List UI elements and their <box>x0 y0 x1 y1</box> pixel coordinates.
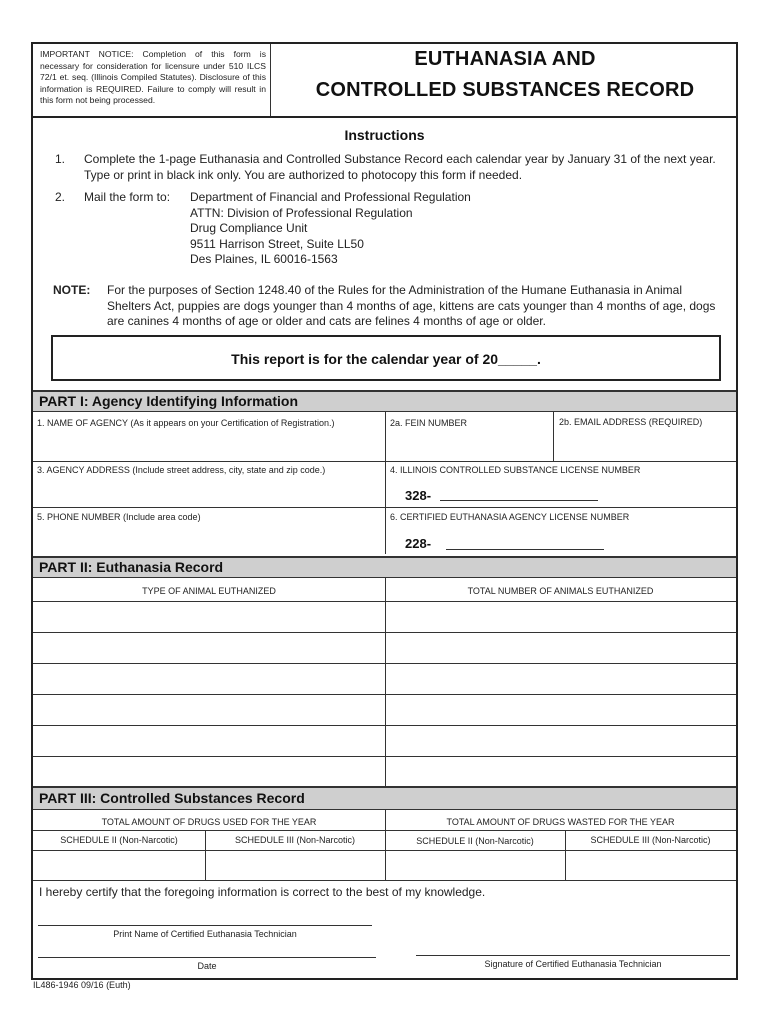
technician-name-field[interactable] <box>38 906 372 926</box>
schedule-3-wasted-field[interactable] <box>566 851 735 879</box>
instructions-heading: Instructions <box>344 127 425 143</box>
drugs-used-header: TOTAL AMOUNT OF DRUGS USED FOR THE YEAR <box>101 817 317 827</box>
instruction-2-label: Mail the form to: <box>84 190 171 204</box>
date-label: Date <box>197 961 217 971</box>
address-line: Department of Financial and Professional Regulation <box>190 190 471 204</box>
fein-number-label: 2a. FEIN NUMBER <box>390 418 468 428</box>
form-id: IL486-1946 09/16 (Euth) <box>33 980 131 990</box>
controlled-substance-license-field[interactable] <box>440 487 598 501</box>
controlled-substance-license-label: 4. ILLINOIS CONTROLLED SUBSTANCE LICENSE NUMBER <box>390 465 641 475</box>
address-line: Drug Compliance Unit <box>190 221 308 235</box>
agency-name-label: 1. NAME OF AGENCY (As it appears on your Certification of Registration.) <box>37 418 335 428</box>
agency-name-field[interactable] <box>34 430 384 460</box>
phone-number-field[interactable] <box>34 524 384 553</box>
note-label: NOTE: <box>53 283 91 297</box>
agency-address-field[interactable] <box>34 477 384 506</box>
signature-label: Signature of Certified Euthanasia Technician <box>484 959 662 969</box>
email-address-field[interactable] <box>555 430 735 460</box>
schedule-3-used-label: SCHEDULE III (Non-Narcotic) <box>234 835 356 845</box>
schedule-3-used-field[interactable] <box>206 851 384 879</box>
animal-type-column-header: TYPE OF ANIMAL EUTHANIZED <box>142 586 276 596</box>
animal-count-cell[interactable] <box>386 602 735 631</box>
part1-col-divider-2 <box>553 412 554 461</box>
schedule-2-used-field[interactable] <box>34 851 204 879</box>
signature-field[interactable] <box>416 936 730 956</box>
form-title-line1: EUTHANASIA AND <box>414 48 596 70</box>
header-divider <box>270 44 271 116</box>
header-bottom-rule <box>33 116 736 118</box>
animal-count-cell[interactable] <box>386 664 735 693</box>
mailing-address <box>190 190 471 268</box>
drugs-wasted-header: TOTAL AMOUNT OF DRUGS WASTED FOR THE YEAR <box>446 817 675 827</box>
animal-type-cell[interactable] <box>34 633 384 662</box>
agency-address-label: 3. AGENCY ADDRESS (Include street address, city, state and zip code.) <box>37 465 326 475</box>
animal-count-cell[interactable] <box>386 726 735 755</box>
animal-count-cell[interactable] <box>386 695 735 724</box>
fein-number-field[interactable] <box>387 430 552 460</box>
phone-number-label: 5. PHONE NUMBER (Include area code) <box>37 512 201 522</box>
note-text: For the purposes of Section 1248.40 of the Rules for the Administration of the Humane Euthanasia in Animal Shelters Act, puppies are dogs younger than 4 months of age, kittens are cats younger than 4 months of age, dogs are canines 4 months of age or older and cats are felines 4 months of age or older. <box>107 283 716 328</box>
euthanasia-agency-license-prefix: 228- <box>405 536 432 551</box>
euthanasia-agency-license-field[interactable] <box>446 536 604 550</box>
important-notice: IMPORTANT NOTICE: Completion of this form is necessary for consideration for licensure under 510 ILCS 72/1 et. seq. (Illinois Compiled Statutes). Disclosure of this information is REQUIRED. Failure to comply will result in this form not being processed. <box>40 49 266 106</box>
part1-title: PART I: Agency Identifying Information <box>39 393 298 409</box>
email-address-label: 2b. EMAIL ADDRESS (REQUIRED) <box>559 417 703 427</box>
instruction-2-number: 2. <box>55 190 66 204</box>
part1-header <box>33 390 736 412</box>
schedule-2-wasted-label: SCHEDULE II (Non-Narcotic) <box>416 836 534 846</box>
address-line: 9511 Harrison Street, Suite LL50 <box>190 236 364 251</box>
instruction-1-number: 1. <box>55 152 66 166</box>
animal-count-cell[interactable] <box>386 757 735 785</box>
animal-count-column-header: TOTAL NUMBER OF ANIMALS EUTHANIZED <box>467 586 654 596</box>
form-title <box>275 44 735 106</box>
technician-name-label: Print Name of Certified Euthanasia Technician <box>113 929 297 939</box>
part1-row-rule <box>33 461 736 462</box>
animal-type-cell[interactable] <box>34 602 384 631</box>
address-line: Des Plaines, IL 60016-1563 <box>190 252 338 266</box>
schedule-2-wasted-field[interactable] <box>386 851 564 879</box>
animal-type-cell[interactable] <box>34 757 384 785</box>
part1-col-divider <box>385 412 386 554</box>
part2-title: PART II: Euthanasia Record <box>39 559 224 575</box>
part3-header <box>33 786 736 810</box>
schedule-3-wasted-label: SCHEDULE III (Non-Narcotic) <box>590 835 711 845</box>
part3-row-rule <box>33 880 736 881</box>
address-line: ATTN: Division of Professional Regulation <box>190 205 413 220</box>
part3-title: PART III: Controlled Substances Record <box>39 790 305 806</box>
animal-type-cell[interactable] <box>34 726 384 755</box>
part1-row-rule <box>33 507 736 508</box>
calendar-year-text: This report is for the calendar year of 20_____. <box>231 351 541 367</box>
controlled-substance-license-prefix: 328- <box>405 488 432 503</box>
euthanasia-agency-license-label: 6. CERTIFIED EUTHANASIA AGENCY LICENSE NUMBER <box>390 512 630 522</box>
form-title-line2: CONTROLLED SUBSTANCES RECORD <box>315 79 695 101</box>
animal-type-cell[interactable] <box>34 664 384 693</box>
instruction-1-text: Complete the 1-page Euthanasia and Controlled Substance Record each calendar year by January 31 of the next year. Type or print in black ink only. You are authorized to photocopy this form if needed. <box>84 152 716 182</box>
part2-header <box>33 556 736 578</box>
animal-type-cell[interactable] <box>34 695 384 724</box>
animal-count-cell[interactable] <box>386 633 735 662</box>
certification-statement: I hereby certify that the foregoing information is correct to the best of my knowledge. <box>39 885 486 899</box>
part3-row-rule <box>33 830 736 831</box>
schedule-2-used-label: SCHEDULE II (Non-Narcotic) <box>60 835 178 845</box>
date-field[interactable] <box>38 940 376 958</box>
